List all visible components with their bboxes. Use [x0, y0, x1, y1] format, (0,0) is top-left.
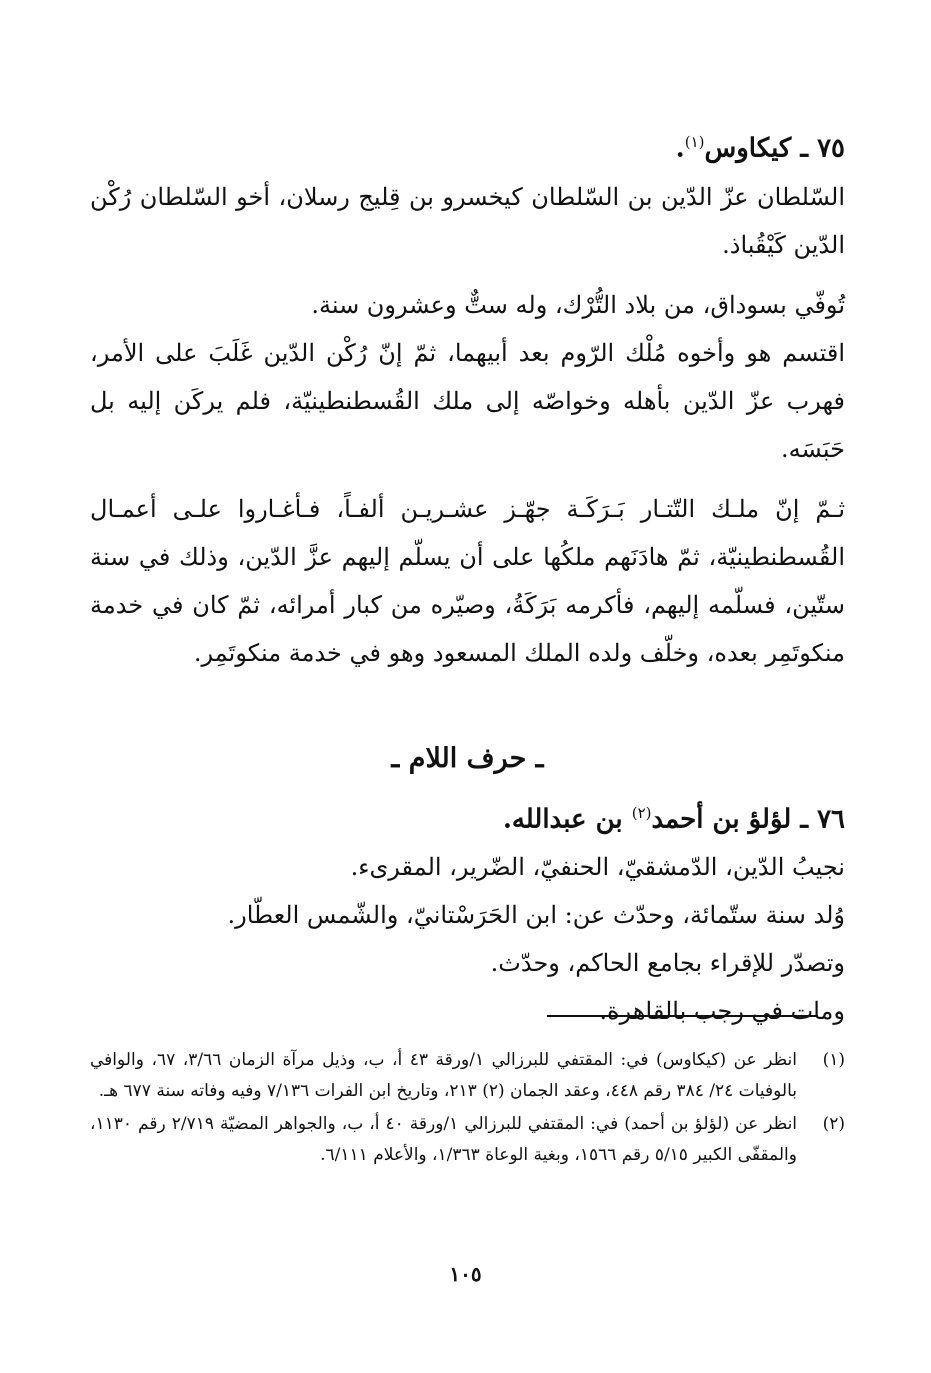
footnote-2-number: (٢): [822, 1114, 845, 1134]
entry-76-teaching: وتصدّر للإقراء بجامع الحاكم، وحدّث.: [490, 949, 845, 978]
entry-76-title: ٧٦ ـ لؤلؤ بن أحمد$^{(٢)}$ بن عبدالله.: [502, 803, 845, 835]
entry-76-name: لؤلؤ بن أحمد: [651, 804, 792, 835]
footnote-1: [90, 1045, 845, 1107]
entry-75-number: ٧٥: [817, 133, 845, 164]
entry-75-title: ٧٥ ـ كيكاوس$^{(١)}$.: [675, 133, 845, 164]
entry-76-death: ومات في رجب بالقاهرة.: [599, 997, 845, 1026]
entry-75-tatars: ثـمّ إنّ ملـك التّتـار بَـرَكَـة جهّـز عشـريـن ألفـاً، فـأغـاروا علـى أعمـال القُسطنطينيّة، ثمّ هادَنَهم ملكُها على أن يسلّم إليهم عزَّ الدّين، وذلك في سنة ستّين، فسلّمه إليهم، فأكرمه بَرَكَةُ، وصيّره من كبار أمرائه، ثمّ كان في خدمة منكوتَمِر بعده، وخلّف ولده الملك المسعود وهو في خدمة منكوتَمِر.: [90, 494, 845, 667]
page-number: ١٠٥: [449, 1262, 482, 1286]
entry-75-lineage: السّلطان عزّ الدّين بن السّلطان كيخسرو بن قِليج رسلان، أخو السّلطان رُكْن الدّين كَيْقُباذ.: [90, 182, 845, 259]
footnote-2-text: انظر عن (لؤلؤ بن أحمد) في: المقتفي للبرزالي ١/ورقة ٤٠ أ، ب، والجواهر المضيّة ٢/٧١٩ رقم ١١٣٠، والمقفّى الكبير ٥/١٥ رقم ١٥٦٦، وبغية الوعاة ١/٣٦٣، والأعلام ٦/١١١.: [90, 1114, 798, 1165]
section-heading: ـ حرف اللام ـ: [391, 742, 544, 774]
footnote-2: [90, 1109, 845, 1171]
entry-75-history: اقتسم هو وأخوه مُلْك الرّوم بعد أبيهما، ثمّ إنّ رُكْن الدّين غَلَبَ على الأمر، فهرب عزّ الدّين بأهله وخواصّه إلى ملك القُسطنطينيّة، فلم يركَن إليه بل حَبَسَه.: [90, 338, 845, 463]
footnote-1-text: انظر عن (كيكاوس) في: المقتفي للبرزالي ١/ورقة ٤٣ أ، ب، وذيل مرآة الزمان ٣/٦٦، ٦٧، والوافي بالوفيات ٢٤/ ٣٨٤ رقم ٤٤٨، وعقد الجمان (٢) ٢١٣، وتاريخ ابن الفرات ٧/١٣٦ وفيه وفاته سنة ٦٧٧ هـ.: [90, 1050, 797, 1101]
entry-76-footnote-ref: (٢): [631, 803, 652, 822]
main-text: [90, 118, 845, 1035]
footnote-1-number: (١): [822, 1050, 845, 1070]
entry-75-footnote-ref: (١): [684, 133, 705, 151]
entry-75-death: تُوفّي بسوداق، من بلاد التُّرْك، وله ستٌّ وعشرون سنة.: [311, 290, 845, 319]
footnotes: [90, 1045, 845, 1173]
footnote-divider: [547, 1015, 818, 1017]
entry-76-number: ٧٦: [817, 804, 845, 835]
entry-76-birth: وُلد سنة ستّمائة، وحدّث عن: ابن الحَرَسْتانيّ، والشّمس العطّار.: [227, 901, 845, 930]
entry-76-name-rest: بن عبدالله.: [502, 804, 623, 835]
entry-75-name: كيكاوس: [704, 133, 792, 164]
entry-76-epithets: نجيبُ الدّين، الدّمشقيّ، الحنفيّ، الضّرير، المقرىء.: [350, 853, 845, 882]
